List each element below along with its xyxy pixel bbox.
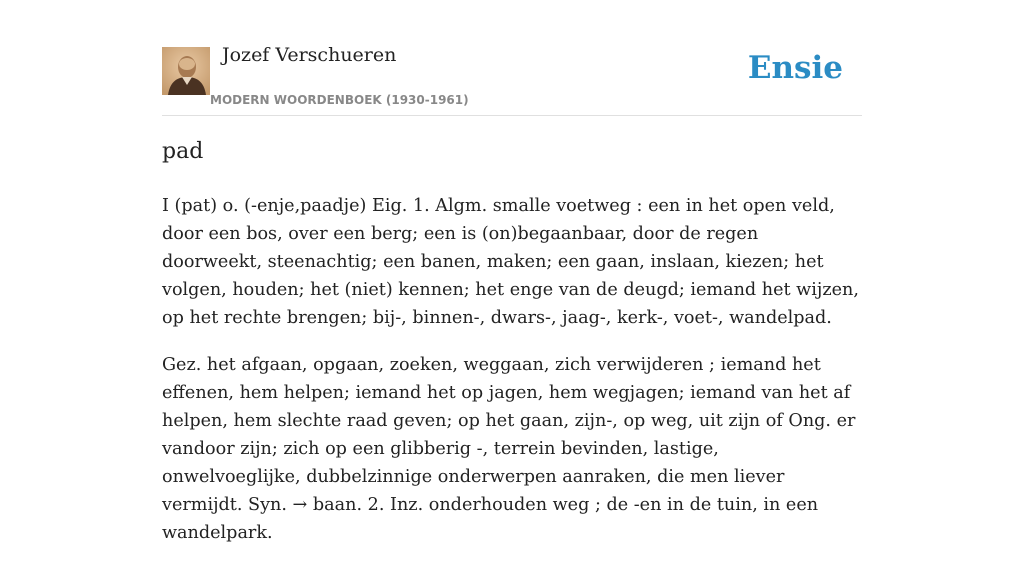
source-title[interactable]: MODERN WOORDENBOEK (1930-1961) (210, 93, 469, 107)
header-divider (162, 115, 862, 116)
ensie-logo[interactable]: Ensie (747, 50, 843, 86)
entry-definition (162, 192, 862, 566)
author-portrait-icon (162, 47, 210, 95)
author-name[interactable]: Jozef Verschueren (222, 44, 397, 66)
definition-paragraph: I (pat) o. (-enje,paadje) Eig. 1. Algm. smalle voetweg : een in het open veld, door een bos, over een berg; een is (on)begaanbaar, door de regen doorweekt, steenachtig; een banen, maken; een gaan, inslaan, kiezen; het volgen, houden; het (niet) kennen; het enge van de deugd; iemand het wijzen, op het rechte brengen; bij-, binnen-, dwars-, jaag-, kerk-, voet-, wandelpad. (162, 196, 859, 328)
author-avatar[interactable] (162, 47, 210, 95)
entry-term: pad (162, 139, 204, 164)
definition-paragraph: Gez. het afgaan, opgaan, zoeken, weggaan, zich verwijderen ; iemand het effenen, hem helpen; iemand het op jagen, hem wegjagen; iemand van het af helpen, hem slechte raad geven; op het gaan, zijn-, op weg, uit zijn of Ong. er vandoor zijn; zich op een glibberig -, terrein bevinden, lastige, onwelvoeglijke, dubbelzinnige onderwerpen aanraken, die men liever vermijdt. Syn. → baan. 2. Inz. onderhouden weg ; de -en in de tuin, in een wandelpark. (162, 355, 856, 543)
